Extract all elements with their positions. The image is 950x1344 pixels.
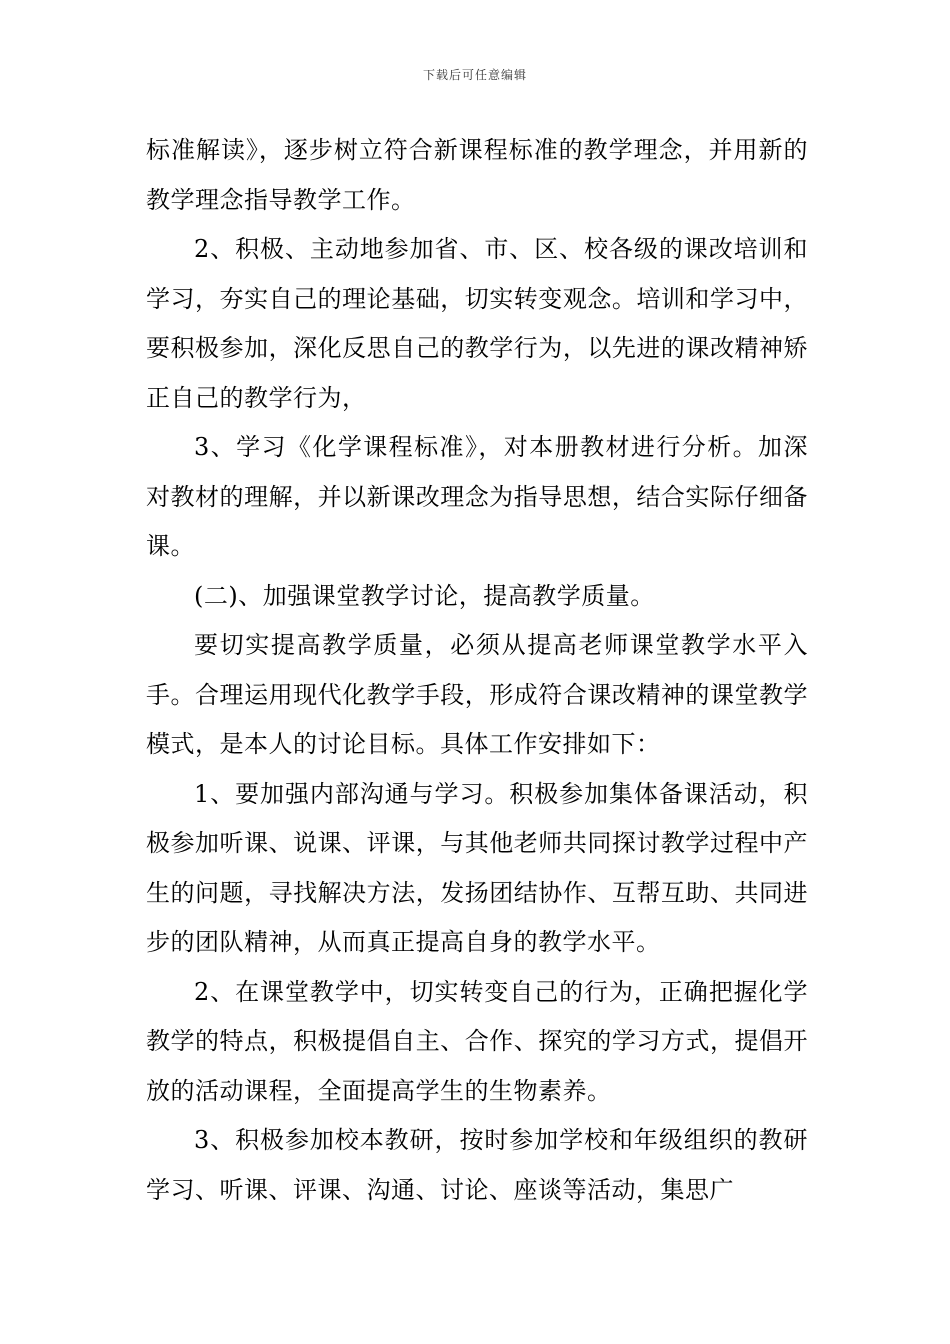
paragraph-3: 3、学习《化学课程标准》，对本册教材进行分析。加深对教材的理解，并以新课改理念为指导思想，结合实际仔细备课。 [146,433,808,560]
document-body [146,126,808,1215]
paragraph-6: 1、要加强内部沟通与学习。积极参加集体备课活动，积极参加听课、说课、评课，与其他老师共同探讨教学过程中产生的问题，寻找解决方法，发扬团结协作、互帮互助、共同进步的团队精神，从而真正提高自身的教学水平。 [146,779,808,956]
paragraph-5: 要切实提高教学质量，必须从提高老师课堂教学水平入手。合理运用现代化教学手段，形成符合课改精神的课堂教学模式，是本人的讨论目标。具体工作安排如下： [146,631,808,758]
section-heading: (二)、加强课堂教学讨论，提高教学质量。 [194,581,655,610]
page-header: 下载后可任意编辑 [422,68,527,82]
paragraph-7: 2、在课堂教学中，切实转变自己的行为，正确把握化学教学的特点，积极提倡自主、合作、探究的学习方式，提倡开放的活动课程，全面提高学生的生物素养。 [146,977,808,1105]
paragraph-8: 3、积极参加校本教研，按时参加学校和年级组织的教研学习、听课、评课、沟通、讨论、座谈等活动，集思广 [146,1126,808,1204]
paragraph-1: 标准解读》，逐步树立符合新课程标准的教学理念，并用新的教学理念指导教学工作。 [146,136,808,214]
paragraph-2: 2、积极、主动地参加省、市、区、校各级的课改培训和学习，夯实自己的理论基础，切实转变观念。培训和学习中，要积极参加，深化反思自己的教学行为，以先进的课改精神矫正自己的教学行为， [146,235,808,412]
